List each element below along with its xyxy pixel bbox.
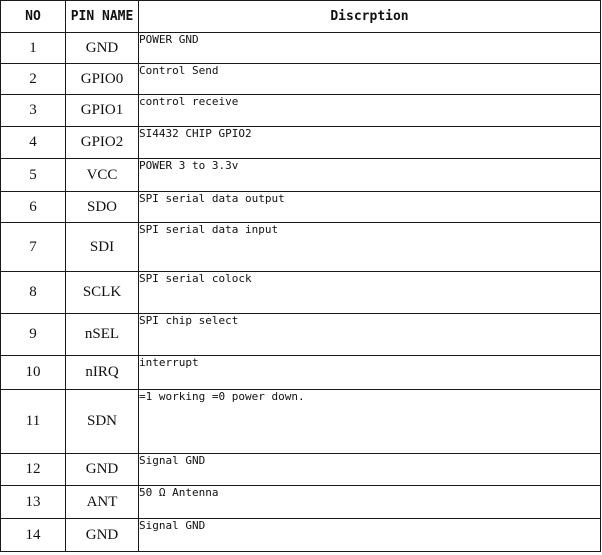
header-pin-name: PIN NAME	[66, 1, 139, 33]
pin-description: SPI serial data output	[139, 192, 601, 223]
table-header	[1, 1, 601, 33]
pin-description: control receive	[139, 95, 601, 127]
pin-name: GND	[66, 454, 139, 486]
pin-number: 5	[1, 159, 66, 192]
pin-name: SDI	[66, 223, 139, 272]
header-row	[1, 1, 601, 33]
pin-name: SCLK	[66, 272, 139, 314]
pin-name: GPIO2	[66, 127, 139, 159]
pin-number: 8	[1, 272, 66, 314]
header-no: NO	[1, 1, 66, 33]
table-row	[1, 33, 601, 64]
pin-description: =1 working =0 power down.	[139, 390, 601, 454]
table-row	[1, 519, 601, 552]
pin-number: 14	[1, 519, 66, 552]
pin-description: POWER 3 to 3.3v	[139, 159, 601, 192]
pin-number: 6	[1, 192, 66, 223]
pin-number: 4	[1, 127, 66, 159]
pin-description: Control Send	[139, 64, 601, 95]
table-row	[1, 454, 601, 486]
pin-number: 7	[1, 223, 66, 272]
pin-number: 13	[1, 486, 66, 519]
pin-description: SI4432 CHIP GPIO2	[139, 127, 601, 159]
pin-description: Signal GND	[139, 519, 601, 552]
pin-name: GND	[66, 33, 139, 64]
pin-description: Signal GND	[139, 454, 601, 486]
pin-number: 9	[1, 314, 66, 356]
table-row	[1, 314, 601, 356]
pin-name: SDO	[66, 192, 139, 223]
pin-description: SPI serial colock	[139, 272, 601, 314]
table-row	[1, 127, 601, 159]
table-row	[1, 95, 601, 127]
table-row	[1, 486, 601, 519]
pin-description: SPI chip select	[139, 314, 601, 356]
pin-number: 12	[1, 454, 66, 486]
table-row	[1, 272, 601, 314]
pin-description: 50 Ω Antenna	[139, 486, 601, 519]
pin-name: nIRQ	[66, 356, 139, 390]
table-row	[1, 159, 601, 192]
pin-name: VCC	[66, 159, 139, 192]
pin-number: 1	[1, 33, 66, 64]
pin-name: SDN	[66, 390, 139, 454]
table-row	[1, 356, 601, 390]
table-row	[1, 64, 601, 95]
header-description: Discrption	[139, 1, 601, 33]
pin-name: GPIO1	[66, 95, 139, 127]
pin-number: 3	[1, 95, 66, 127]
pin-name: nSEL	[66, 314, 139, 356]
pin-number: 10	[1, 356, 66, 390]
pin-description: POWER GND	[139, 33, 601, 64]
pin-number: 11	[1, 390, 66, 454]
table-row	[1, 390, 601, 454]
pin-description: SPI serial data input	[139, 223, 601, 272]
table-body	[1, 33, 601, 552]
pin-number: 2	[1, 64, 66, 95]
pin-description: interrupt	[139, 356, 601, 390]
table-row	[1, 223, 601, 272]
pin-name: ANT	[66, 486, 139, 519]
pin-name: GND	[66, 519, 139, 552]
table-row	[1, 192, 601, 223]
pin-name: GPIO0	[66, 64, 139, 95]
